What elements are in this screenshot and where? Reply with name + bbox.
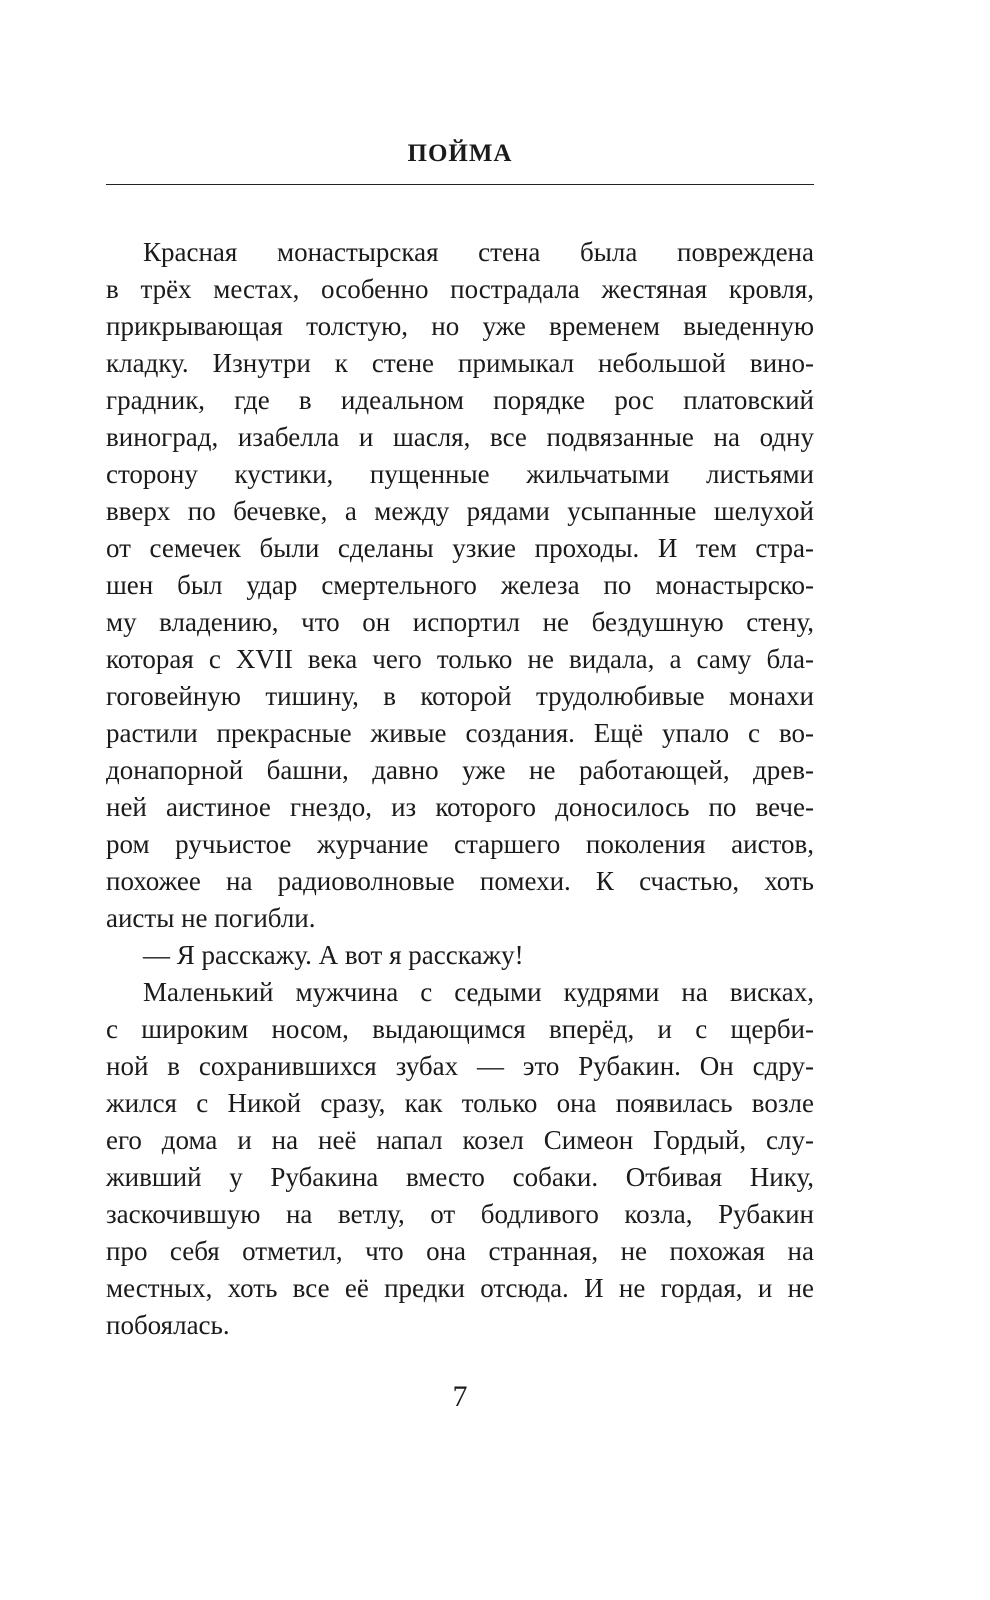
text-line: сторону кустики, пущенные жильчатыми листьями	[106, 459, 814, 489]
text-line: — Я расскажу. А вот я расскажу!	[143, 940, 524, 970]
text-line: похожее на радиоволновые помехи. К счастью, хоть	[106, 866, 814, 896]
text-line: от семечек были сделаны узкие проходы. И тем стра-	[106, 533, 814, 563]
text-line: его дома и на неё напал козел Симеон Гордый, слу-	[106, 1125, 814, 1155]
text-line: которая с XVII века чего только не видала, а саму бла-	[106, 644, 814, 674]
text-line: с широким носом, выдающимся вперёд, и с щерби-	[106, 1014, 814, 1044]
text-line: жился с Никой сразу, как только она появилась возле	[106, 1088, 814, 1118]
text-line: ром ручьистое журчание старшего поколения аистов,	[106, 829, 814, 859]
text-line: Красная монастырская стена была повреждена	[143, 237, 814, 267]
text-line: ней аистиное гнездо, из которого доносилось по вече-	[106, 792, 814, 822]
text-line: прикрывающая толстую, но уже временем выеденную	[106, 311, 814, 341]
text-line: заскочившую на ветлу, от бодливого козла, Рубакин	[106, 1199, 814, 1229]
text-line: вверх по бечевке, а между рядами усыпанные шелухой	[106, 496, 814, 526]
text-line: виноград, изабелла и шасля, все подвязанные на одну	[106, 422, 814, 452]
text-line: му владению, что он испортил не бездушную стену,	[106, 607, 814, 637]
text-line: кладку. Изнутри к стене примыкал небольшой вино-	[106, 348, 814, 378]
text-line: градник, где в идеальном порядке рос платовский	[106, 385, 814, 415]
text-line: донапорной башни, давно уже не работающей, древ-	[106, 755, 814, 785]
text-line: аисты не погибли.	[106, 903, 316, 933]
text-line: гоговейную тишину, в которой трудолюбивые монахи	[106, 681, 814, 711]
page-number: 7	[452, 1380, 468, 1413]
text-line: шен был удар смертельного железа по монастырско-	[106, 570, 814, 600]
body-text	[106, 234, 814, 1344]
text-line: растили прекрасные живые создания. Ещё упало с во-	[106, 718, 814, 748]
text-line: побоялась.	[106, 1310, 230, 1340]
running-head: ПОЙМА	[407, 140, 513, 167]
text-line: местных, хоть все её предки отсюда. И не гордая, и не	[106, 1273, 814, 1303]
text-line: про себя отметил, что она странная, не похожая на	[106, 1236, 814, 1266]
header-rule	[106, 184, 814, 185]
text-line: живший у Рубакина вместо собаки. Отбивая Нику,	[106, 1162, 814, 1192]
text-line: ной в сохранившихся зубах — это Рубакин. Он сдру-	[106, 1051, 814, 1081]
text-line: Маленький мужчина с седыми кудрями на висках,	[143, 977, 814, 1007]
text-line: в трёх местах, особенно пострадала жестяная кровля,	[106, 274, 814, 304]
